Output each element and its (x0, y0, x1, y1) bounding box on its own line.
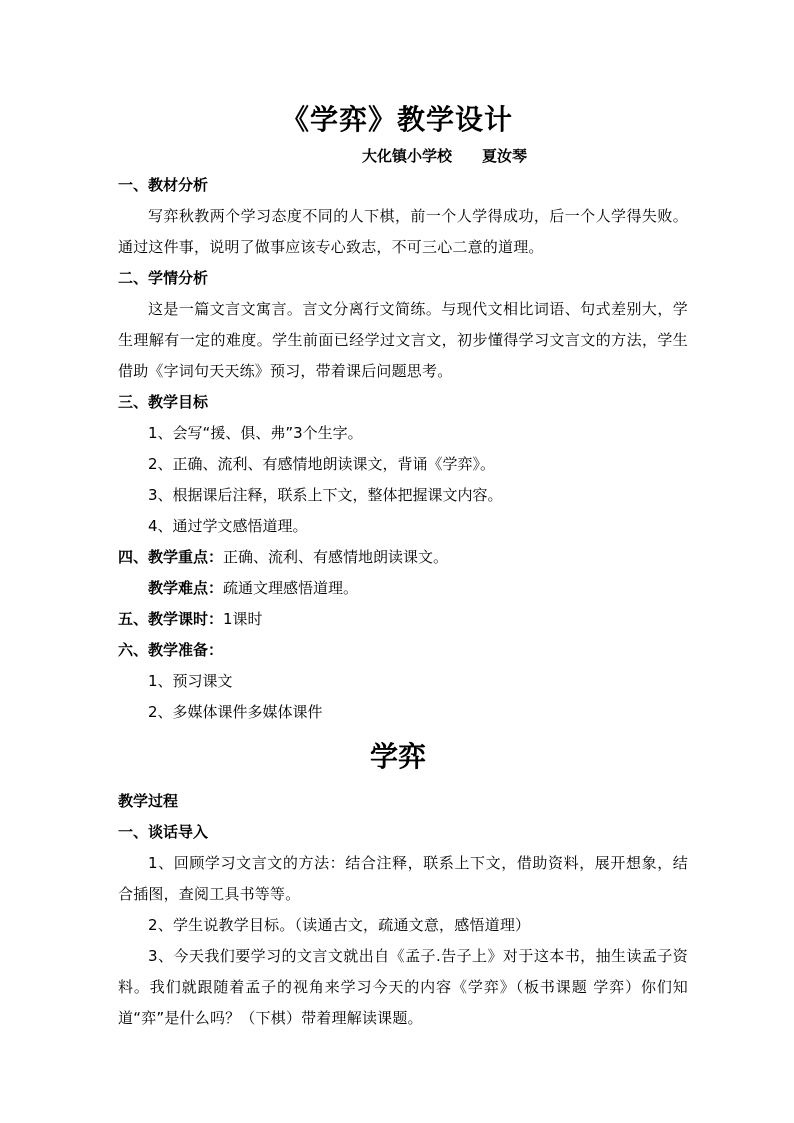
class-hours-line (118, 604, 688, 635)
part-heading-intro: 一、谈话导入 (118, 823, 209, 841)
author-name: 夏汝琴 (482, 147, 528, 165)
section-heading-preparation: 六、教学准备： (118, 641, 224, 659)
goal-item: 1、会写“援、俱、弗”3个生字。 (148, 424, 363, 442)
page-title: 《学弈》教学设计 (280, 103, 513, 136)
goal-item: 3、根据课后注释，联系上下文，整体把握课文内容。 (148, 486, 503, 504)
key-points-line (118, 542, 688, 573)
difficulty-label: 教学难点： (148, 579, 224, 597)
prep-item: 1、预习课文 (148, 672, 233, 690)
process-paragraph: 1、回顾学习文言文的方法：结合注释，联系上下文，借助资料，展开想象，结合插图，查阅工具书等等。 (118, 854, 688, 903)
prep-item: 2、多媒体课件多媒体课件 (148, 703, 323, 721)
class-hours-label: 五、教学课时： (118, 610, 224, 628)
process-heading: 教学过程 (118, 792, 179, 810)
key-points-label: 四、教学重点： (118, 548, 224, 566)
process-paragraph: 2、学生说教学目标。（读通古文，疏通文意，感悟道理） (148, 916, 531, 934)
document-body (118, 170, 688, 1034)
section-heading-goals: 三、教学目标 (118, 393, 209, 411)
goal-item: 4、通过学文感悟道理。 (148, 517, 308, 535)
section-heading-material: 一、教材分析 (118, 176, 209, 194)
lesson-title: 学弈 (369, 740, 426, 773)
section-heading-learners: 二、学情分析 (118, 269, 209, 287)
class-hours-text: 1课时 (223, 610, 263, 628)
difficulty-text: 疏通文理感悟道理。 (223, 579, 359, 597)
learner-analysis-paragraph: 这是一篇文言文寓言。言文分离行文简练。与现代文相比词语、句式差别大，学生理解有一定的难度。学生前面已经学过文言文，初步懂得学习文言文的方法，学生借助《字词句天天练》预习，带着课后问题思考。 (118, 300, 688, 380)
goal-item: 2、正确、流利、有感情地朗读课文，背诵《学弈》。 (148, 455, 496, 473)
process-paragraph: 3、今天我们要学习的文言文就出自《孟子.告子上》对于这本书，抽生读孟子资料。我们就跟随着孟子的视角来学习今天的内容《学弈》（板书课题 学弈）你们知道“弈”是什么吗？（下棋）带着理解读课题。 (118, 947, 688, 1027)
difficulty-line (118, 573, 688, 604)
author-line (362, 145, 527, 166)
school-name: 大化镇小学校 (362, 147, 453, 165)
key-points-text: 正确、流利、有感情地朗读课文。 (223, 548, 449, 566)
material-analysis-paragraph: 写弈秋教两个学习态度不同的人下棋，前一个人学得成功，后一个人学得失败。通过这件事，说明了做事应该专心致志，不可三心二意的道理。 (118, 207, 688, 256)
